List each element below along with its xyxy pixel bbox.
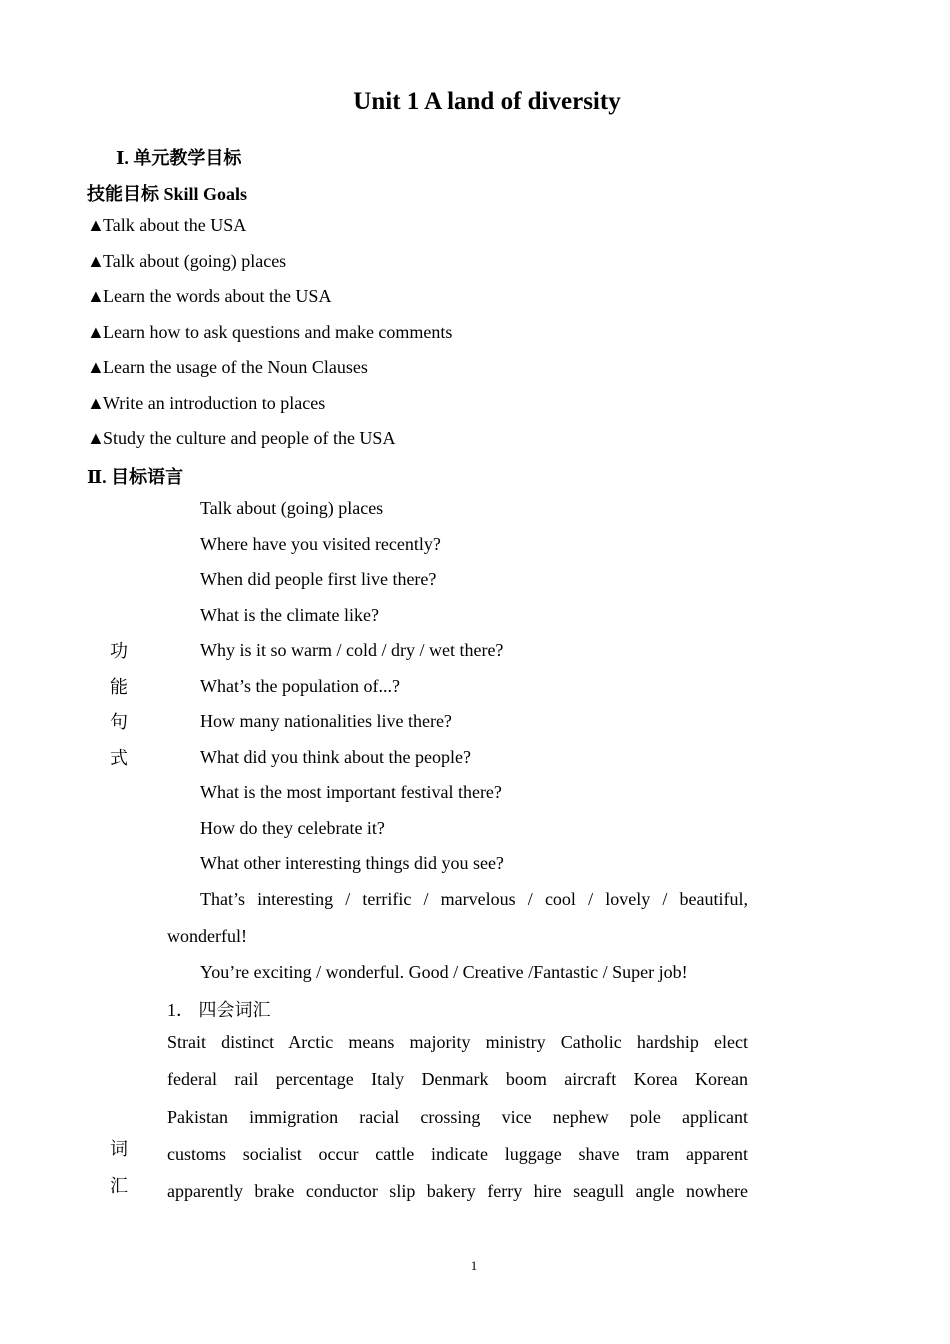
functional-sentence: How many nationalities live there?	[200, 711, 452, 731]
vocabulary-line: apparently brake conductor slip bakery ferry hire seagull angle nowhere	[167, 1181, 748, 1201]
skill-goal-text: Study the culture and people of the USA	[103, 428, 396, 448]
triangle-bullet-icon: ▲	[87, 215, 105, 235]
vocabulary-side-label-char: 词	[110, 1139, 128, 1159]
skill-goal-text: Talk about (going) places	[103, 251, 287, 271]
functional-sentence: When did people first live there?	[200, 569, 437, 589]
functional-sentence: What is the most important festival there?	[200, 782, 502, 802]
functional-sentence: What is the climate like?	[200, 605, 379, 625]
section-heading-teaching-goals: Ⅰ. 单元教学目标	[116, 148, 242, 168]
functional-sentence: Talk about (going) places	[200, 498, 384, 518]
triangle-bullet-icon: ▲	[87, 251, 105, 271]
skill-goal-item	[87, 251, 286, 272]
skill-goal-text: Learn the usage of the Noun Clauses	[103, 357, 368, 377]
functional-sentence: What’s the population of...?	[200, 676, 400, 696]
functional-sentence: Why is it so warm / cold / dry / wet there?	[200, 640, 504, 660]
skill-goal-text: Learn how to ask questions and make comments	[103, 322, 453, 342]
comment-sentence-line: That’s interesting / terrific / marvelous / cool / lovely / beautiful,	[200, 889, 748, 909]
skill-goal-item	[87, 322, 452, 343]
skill-goal-item	[87, 286, 331, 307]
functional-sentence: What other interesting things did you see?	[200, 853, 504, 873]
vocabulary-side-label-char: 汇	[110, 1176, 128, 1196]
skill-goal-text: Write an introduction to places	[103, 393, 326, 413]
triangle-bullet-icon: ▲	[87, 393, 105, 413]
vocabulary-line: Pakistan immigration racial crossing vice nephew pole applicant	[167, 1107, 748, 1127]
comment-sentence-continuation: wonderful!	[167, 926, 247, 946]
triangle-bullet-icon: ▲	[87, 357, 105, 377]
vocabulary-line: federal rail percentage Italy Denmark boom aircraft Korea Korean	[167, 1069, 748, 1089]
skill-goal-text: Learn the words about the USA	[103, 286, 332, 306]
functional-side-label-char: 功	[110, 641, 128, 661]
functional-sentence: Where have you visited recently?	[200, 534, 441, 554]
functional-side-label-char: 句	[110, 712, 128, 732]
skill-goals-heading: 技能目标 Skill Goals	[87, 184, 248, 204]
functional-sentence: What did you think about the people?	[200, 747, 471, 767]
triangle-bullet-icon: ▲	[87, 428, 105, 448]
skill-goal-item	[87, 428, 395, 449]
page-title: Unit 1 A land of diversity	[353, 88, 621, 115]
vocabulary-heading: 1． 四会词汇	[167, 1000, 271, 1020]
page-number: 1	[470, 1258, 478, 1273]
vocabulary-line: Strait distinct Arctic means majority ministry Catholic hardship elect	[167, 1032, 748, 1052]
functional-side-label-char: 能	[110, 677, 128, 697]
section-heading-target-language: Ⅱ. 目标语言	[87, 467, 184, 487]
skill-goal-item	[87, 215, 246, 236]
skill-goal-item	[87, 393, 325, 414]
triangle-bullet-icon: ▲	[87, 322, 105, 342]
functional-sentence: How do they celebrate it?	[200, 818, 385, 838]
skill-goal-item	[87, 357, 368, 378]
vocabulary-line: customs socialist occur cattle indicate luggage shave tram apparent	[167, 1144, 748, 1164]
triangle-bullet-icon: ▲	[87, 286, 105, 306]
functional-side-label-char: 式	[110, 748, 128, 768]
praise-sentence: You’re exciting / wonderful. Good / Creative /Fantastic / Super job!	[200, 962, 688, 982]
skill-goal-text: Talk about the USA	[103, 215, 247, 235]
